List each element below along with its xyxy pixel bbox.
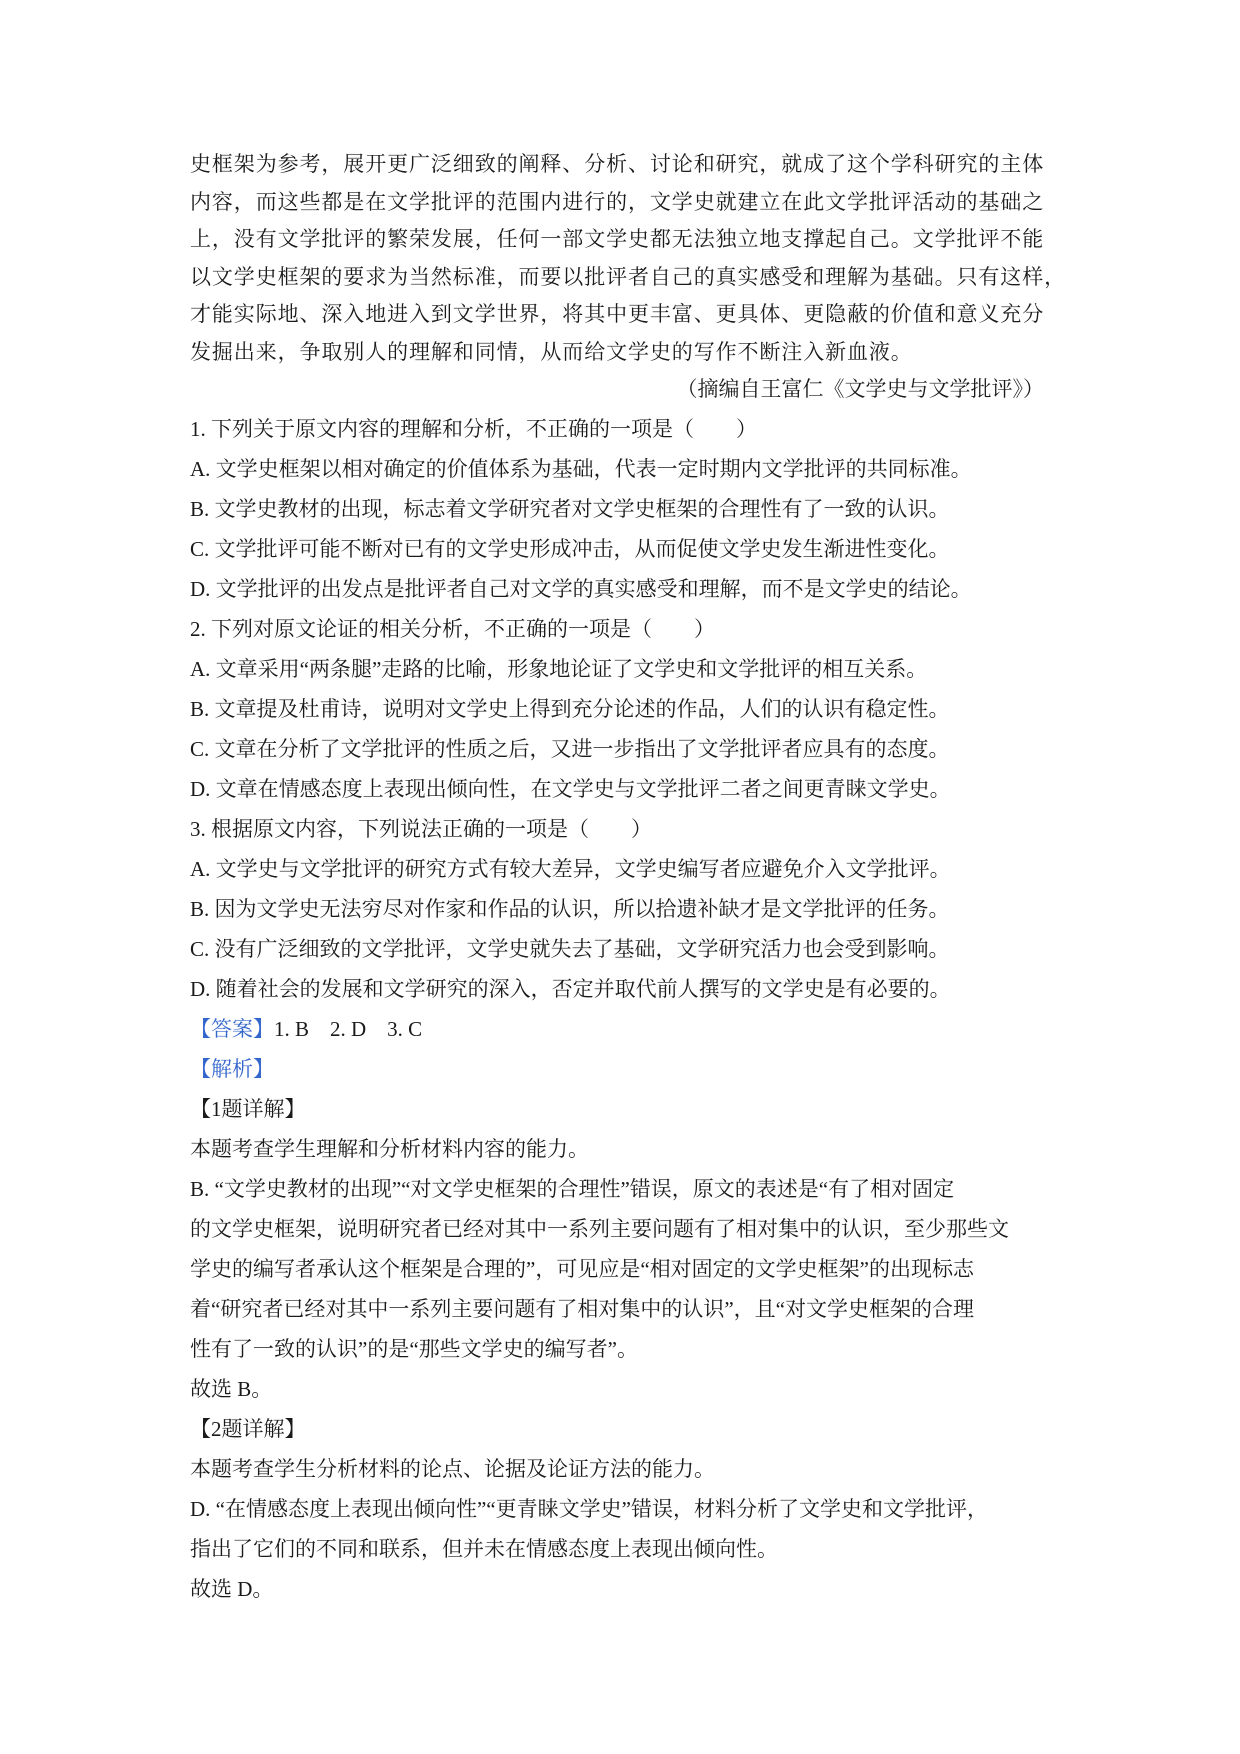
analysis-line: 本题考查学生分析材料的论点、论据及论证方法的能力。 (190, 1456, 715, 1481)
document-page (190, 146, 1066, 1609)
option-a: A. 文章采用“两条腿”走路的比喻，形象地论证了文学史和文学批评的相互关系。 (190, 656, 928, 681)
passage (190, 146, 1066, 409)
analysis-line: 着“研究者已经对其中一系列主要问题有了相对集中的认识”，且“对文学史框架的合理 (190, 1296, 974, 1321)
analysis-line: B. “文学史教材的出现”“对文学史框架的合理性”错误，原文的表述是“有了相对固定 (190, 1176, 955, 1201)
analysis-section-1 (190, 1089, 1050, 1409)
answer-label: 【答案】 (190, 1016, 274, 1041)
passage-source: （摘编自王富仁《文学史与文学批评》） (676, 377, 1044, 401)
section-heading: 【2题详解】 (190, 1416, 306, 1441)
option-b: B. 文学史教材的出现，标志着文学研究者对文学史框架的合理性有了一致的认识。 (190, 496, 950, 521)
passage-line: 才能实际地、深入地进入到文学世界，将其中更丰富、更具体、更隐蔽的价值和意义充分 (190, 302, 1045, 326)
analysis-label-line (190, 1049, 1050, 1089)
option-d: D. 随着社会的发展和文学研究的深入，否定并取代前人撰写的文学史是有必要的。 (190, 976, 951, 1001)
option-d: D. 文学批评的出发点是批评者自己对文学的真实感受和理解，而不是文学史的结论。 (190, 576, 972, 601)
analysis-conclusion: 故选 D。 (190, 1576, 274, 1601)
option-c: C. 文学批评可能不断对已有的文学史形成冲击，从而促使文学史发生渐进性变化。 (190, 536, 950, 561)
passage-line: 内容，而这些都是在文学批评的范围内进行的，文学史就建立在此文学批评活动的基础之 (190, 189, 1045, 214)
option-d: D. 文章在情感态度上表现出倾向性，在文学史与文学批评二者之间更青睐文学史。 (190, 776, 951, 801)
analysis-line: D. “在情感态度上表现出倾向性”“更青睐文学史”错误，材料分析了文学史和文学批评， (190, 1496, 988, 1521)
analysis-line: 的文学史框架，说明研究者已经对其中一系列主要问题有了相对集中的认识，至少那些文 (190, 1216, 1009, 1241)
passage-line: 以文学史框架的要求为当然标准，而要以批评者自己的真实感受和理解为基础。只有这样， (190, 264, 1066, 289)
analysis-line: 性有了一致的认识”的是“那些文学史的编写者”。 (190, 1336, 638, 1361)
answer-line (190, 1009, 1050, 1049)
section-heading: 【1题详解】 (190, 1096, 306, 1121)
question-3 (190, 809, 1050, 1009)
option-a: A. 文学史与文学批评的研究方式有较大差异，文学史编写者应避免介入文学批评。 (190, 856, 951, 881)
option-a: A. 文学史框架以相对确定的价值体系为基础，代表一定时期内文学批评的共同标准。 (190, 456, 972, 481)
question-1 (190, 409, 1050, 609)
question-2 (190, 609, 1050, 809)
analysis-line: 学史的编写者承认这个框架是合理的”，可见应是“相对固定的文学史框架”的出现标志 (190, 1256, 974, 1281)
option-b: B. 因为文学史无法穷尽对作家和作品的认识，所以拾遗补缺才是文学批评的任务。 (190, 896, 950, 921)
analysis-section-2 (190, 1409, 1050, 1609)
analysis-label: 【解析】 (190, 1056, 274, 1081)
passage-line: 上，没有文学批评的繁荣发展，任何一部文学史都无法独立地支撑起自己。文学批评不能 (190, 227, 1045, 251)
analysis-line: 指出了它们的不同和联系，但并未在情感态度上表现出倾向性。 (190, 1536, 778, 1561)
passage-line: 史框架为参考，展开更广泛细致的阐释、分析、讨论和研究，就成了这个学科研究的主体 (190, 152, 1045, 176)
question-stem: 2. 下列对原文论证的相关分析，不正确的一项是（ ） (190, 616, 715, 641)
answer-text: 1. B 2. D 3. C (274, 1016, 423, 1041)
analysis-line: 本题考查学生理解和分析材料内容的能力。 (190, 1136, 589, 1161)
passage-line: 发掘出来，争取别人的理解和同情，从而给文学史的写作不断注入新血液。 (190, 339, 913, 364)
question-stem: 1. 下列关于原文内容的理解和分析，不正确的一项是（ ） (190, 416, 757, 441)
option-c: C. 文章在分析了文学批评的性质之后，又进一步指出了文学批评者应具有的态度。 (190, 736, 950, 761)
option-c: C. 没有广泛细致的文学批评，文学史就失去了基础，文学研究活力也会受到影响。 (190, 936, 950, 961)
question-stem: 3. 根据原文内容，下列说法正确的一项是（ ） (190, 816, 652, 841)
analysis-conclusion: 故选 B。 (190, 1376, 273, 1401)
option-b: B. 文章提及杜甫诗，说明对文学史上得到充分论述的作品，人们的认识有稳定性。 (190, 696, 950, 721)
